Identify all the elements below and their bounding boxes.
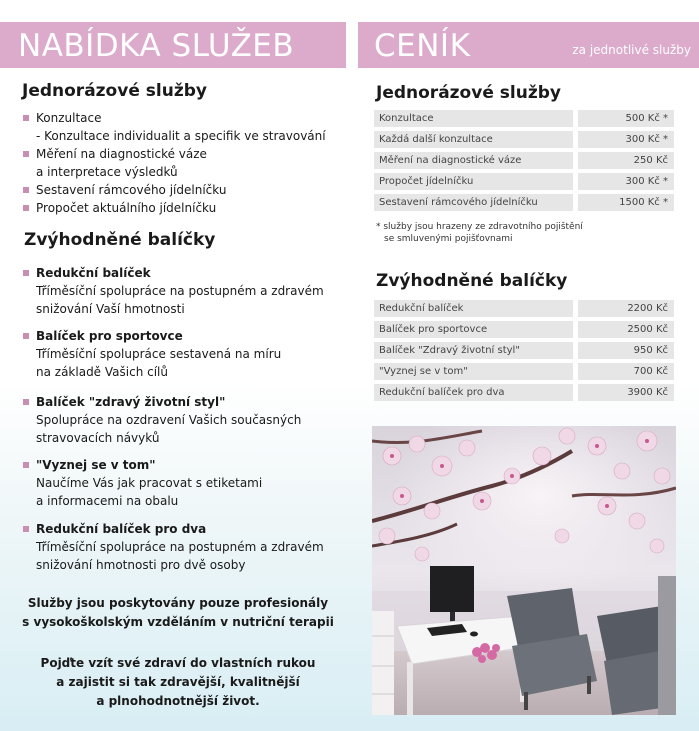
- package-description: a informacemi na obalu: [36, 494, 179, 508]
- service-label: Sestavení rámcového jídelníčku: [36, 183, 227, 197]
- slogan-line: Pojďte vzít své zdraví do vlastních rukou: [40, 656, 316, 670]
- package-name: Balíček "zdravý životní styl": [36, 395, 226, 409]
- pricelist-subtitle: za jednotlivé služby: [572, 43, 691, 57]
- bullet-icon: [23, 151, 29, 157]
- list-item: [22, 181, 326, 199]
- service-detail: a interpretace výsledků: [36, 165, 178, 179]
- price-item-value: 1500 Kč *: [578, 194, 674, 211]
- office-photo-illustration: [372, 426, 676, 715]
- note-line: s vysokoškolským vzděláním v nutriční terapii: [22, 615, 334, 629]
- header-banner-divider: [346, 22, 358, 68]
- service-label: Měření na diagnostické váze: [36, 147, 207, 161]
- services-heading: Jednorázové služby: [22, 81, 207, 101]
- price-item-value: 2500 Kč: [578, 321, 674, 338]
- package-item: [22, 520, 324, 574]
- package-description: Spolupráce na ozdravení Vašich současných: [36, 413, 302, 427]
- package-description: na základě Vašich cílů: [36, 365, 168, 379]
- price-item-name: Propočet jídelníčku: [374, 173, 573, 190]
- list-item: [22, 199, 326, 217]
- slogan-line: a plnohodnotnější život.: [96, 694, 260, 708]
- price-item-value: 300 Kč *: [578, 173, 674, 190]
- packages-price-table: [374, 300, 674, 405]
- price-item-name: Sestavení rámcového jídelníčku: [374, 194, 573, 211]
- table-row: [374, 321, 674, 338]
- table-row: [374, 342, 674, 359]
- package-description: Tříměsíční spolupráce na postupném a zdravém: [36, 284, 324, 298]
- office-photo: [372, 426, 676, 715]
- package-name: Balíček pro sportovce: [36, 329, 183, 343]
- package-description: Tříměsíční spolupráce na postupném a zdravém: [36, 540, 324, 554]
- table-row: [374, 384, 674, 401]
- table-row: [374, 131, 674, 148]
- price-item-value: 2200 Kč: [578, 300, 674, 317]
- price-item-value: 700 Kč: [578, 363, 674, 380]
- price-item-name: Redukční balíček: [374, 300, 573, 317]
- bullet-icon: [23, 333, 29, 339]
- services-title: NABÍDKA SLUŽEB: [18, 28, 295, 64]
- bullet-icon: [23, 399, 29, 405]
- price-item-value: 950 Kč: [578, 342, 674, 359]
- bullet-icon: [23, 205, 29, 211]
- table-row: [374, 300, 674, 317]
- bullet-icon: [23, 187, 29, 193]
- package-item: [22, 264, 324, 318]
- price-item-name: Balíček pro sportovce: [374, 321, 573, 338]
- price-item-name: Konzultace: [374, 110, 573, 127]
- package-item: [22, 327, 281, 381]
- package-name: Redukční balíček pro dva: [36, 522, 207, 536]
- table-row: [374, 110, 674, 127]
- package-description: snižování Vaší hmotnosti: [36, 302, 185, 316]
- footnote-line: se smluvenými pojišťovnami: [384, 234, 513, 244]
- price-item-name: Měření na diagnostické váze: [374, 152, 573, 169]
- price-item-name: "Vyznej se v tom": [374, 363, 573, 380]
- price-item-value: 3900 Kč: [578, 384, 674, 401]
- insurance-footnote: [376, 221, 583, 245]
- price-item-name: Redukční balíček pro dva: [374, 384, 573, 401]
- service-label: Propočet aktuálního jídelníčku: [36, 201, 217, 215]
- slogan: [10, 654, 346, 711]
- footnote-line: * služby jsou hrazeny ze zdravotního pojištění: [376, 222, 583, 232]
- bullet-icon: [23, 462, 29, 468]
- package-description: stravovacích návyků: [36, 431, 160, 445]
- list-item: [22, 109, 326, 145]
- table-row: [374, 363, 674, 380]
- package-name: Redukční balíček: [36, 266, 151, 280]
- service-detail: - Konzultace individualit a specifik ve stravování: [36, 129, 326, 143]
- price-item-value: 300 Kč *: [578, 131, 674, 148]
- package-description: snižování hmotnosti pro dvě osoby: [36, 558, 246, 572]
- bullet-icon: [23, 270, 29, 276]
- table-row: [374, 152, 674, 169]
- packages-price-heading: Zvýhodněné balíčky: [376, 271, 568, 291]
- package-description: Tříměsíční spolupráce sestavená na míru: [36, 347, 282, 361]
- package-description: Naučíme Vás jak pracovat s etiketami: [36, 476, 263, 490]
- note-line: Služby jsou poskytovány pouze profesionály: [27, 596, 329, 610]
- single-services-price-table: [374, 110, 674, 215]
- services-list: [22, 109, 326, 217]
- professional-note: [10, 594, 346, 632]
- bullet-icon: [23, 526, 29, 532]
- package-item: [22, 456, 262, 510]
- price-item-value: 500 Kč *: [578, 110, 674, 127]
- table-row: [374, 173, 674, 190]
- pricelist-title: CENÍK: [374, 28, 471, 64]
- package-item: [22, 393, 301, 447]
- price-item-name: Každá další konzultace: [374, 131, 573, 148]
- service-label: Konzultace: [36, 111, 102, 125]
- slogan-line: a zajistit si tak zdravější, kvalitnější: [56, 675, 300, 689]
- list-item: [22, 145, 326, 181]
- package-name: "Vyznej se v tom": [36, 458, 156, 472]
- table-row: [374, 194, 674, 211]
- single-services-price-heading: Jednorázové služby: [376, 83, 561, 103]
- price-item-value: 250 Kč: [578, 152, 674, 169]
- price-item-name: Balíček "Zdravý životní styl": [374, 342, 573, 359]
- packages-heading: Zvýhodněné balíčky: [24, 230, 216, 250]
- bullet-icon: [23, 115, 29, 121]
